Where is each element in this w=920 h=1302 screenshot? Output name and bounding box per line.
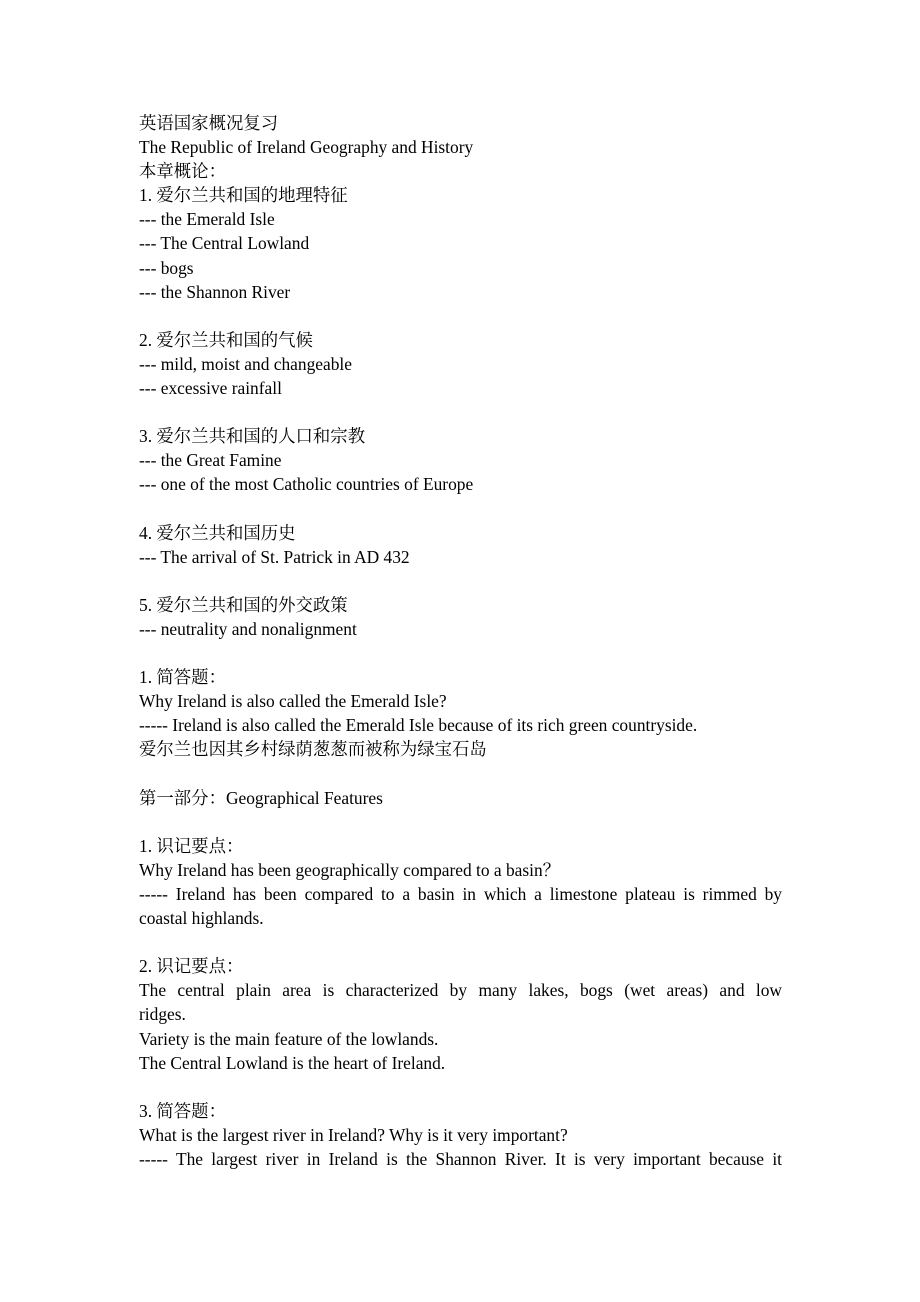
overview-label: 本章概论： [139, 161, 226, 182]
part1-title: 第一部分：Geographical Features [139, 787, 383, 808]
p3-question: What is the largest river in Ireland? Why is it very important? [139, 1124, 568, 1145]
p2-text-line: The Central Lowland is the heart of Ireland. [139, 1052, 446, 1073]
topic-heading: 1. 爱尔兰共和国的地理特征 [139, 185, 348, 206]
spacer [139, 304, 782, 328]
p1-answer-line: ----- Ireland has been compared to a basin in which a limestone plateau is rimmed by [139, 884, 782, 904]
q1-question: Why Ireland is also called the Emerald Isle? [139, 691, 447, 712]
topic-item: --- neutrality and nonalignment [139, 618, 357, 639]
topic-item: --- the Shannon River [139, 281, 291, 302]
topic-item: --- the Great Famine [139, 450, 282, 471]
p3-answer-line: ----- The largest river in Ireland is the Shannon River. It is very important because it [139, 1149, 782, 1170]
q1-answer: ----- Ireland is also called the Emerald Isle because of its rich green countryside. [139, 715, 698, 736]
document-title-cn: 英语国家概况复习 [139, 113, 279, 133]
spacer [139, 930, 782, 954]
spacer [139, 641, 782, 665]
p2-heading: 2. 识记要点： [139, 956, 244, 977]
topic-item: --- excessive rainfall [139, 378, 282, 399]
p1-question: Why Ireland has been geographically compared to a basin？ [139, 859, 561, 880]
q1-heading: 1. 简答题： [139, 667, 226, 688]
document-title-en: The Republic of Ireland Geography and History [139, 137, 474, 158]
spacer [139, 569, 782, 593]
topic-item: --- mild, moist and changeable [139, 353, 352, 374]
p3-heading: 3. 简答题： [139, 1100, 226, 1121]
topic-heading: 3. 爱尔兰共和国的人口和宗教 [139, 426, 366, 447]
topic-heading: 2. 爱尔兰共和国的气候 [139, 329, 313, 350]
spacer [139, 762, 782, 786]
p2-text-line: Variety is the main feature of the lowlands. [139, 1028, 439, 1049]
spacer [139, 400, 782, 424]
topic-heading: 4. 爱尔兰共和国历史 [139, 522, 296, 543]
spacer [139, 497, 782, 521]
p2-text-line: The central plain area is characterized by many lakes, bogs (wet areas) and low [139, 980, 782, 1001]
topic-item: --- bogs [139, 257, 194, 278]
topic-heading: 5. 爱尔兰共和国的外交政策 [139, 594, 348, 615]
p1-answer-line: coastal highlands. [139, 908, 264, 929]
topic-item: --- the Emerald Isle [139, 209, 275, 230]
spacer [139, 1075, 782, 1099]
document-page [139, 111, 782, 1171]
topic-item: --- one of the most Catholic countries of Europe [139, 474, 474, 495]
p1-heading: 1. 识记要点： [139, 835, 244, 856]
p2-text-line: ridges. [139, 1004, 186, 1025]
topic-item: --- The arrival of St. Patrick in AD 432 [139, 546, 410, 567]
q1-translation: 爱尔兰也因其乡村绿荫葱葱而被称为绿宝石岛 [139, 739, 487, 760]
topic-item: --- The Central Lowland [139, 233, 310, 254]
spacer [139, 810, 782, 834]
